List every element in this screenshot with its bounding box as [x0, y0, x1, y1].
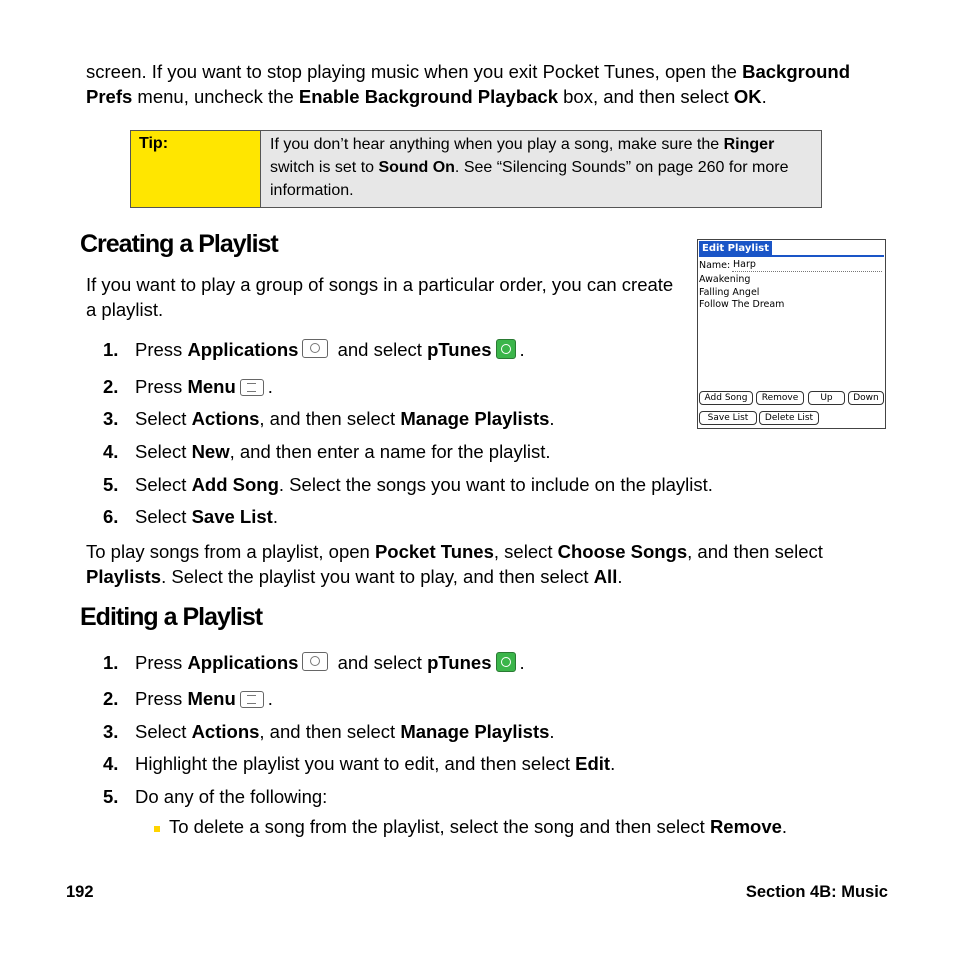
- outro-text: To play songs from a playlist, open: [86, 541, 375, 562]
- save-list-button[interactable]: Save List: [699, 411, 757, 425]
- step-number: 1.: [103, 652, 119, 673]
- outro-text: , and then select: [687, 541, 823, 562]
- step-text: and select: [332, 652, 428, 673]
- step-text: Press: [135, 376, 188, 397]
- menu-term: Menu: [187, 688, 236, 709]
- intro-text-2: menu, uncheck the: [132, 86, 299, 107]
- applications-key-icon: [302, 339, 328, 358]
- step-text: .: [519, 339, 525, 360]
- screenshot-title: Edit Playlist: [699, 241, 772, 256]
- step-number: 3.: [103, 721, 119, 742]
- step-number: 1.: [103, 339, 119, 360]
- all-term: All: [593, 566, 618, 587]
- step-text: .: [610, 753, 616, 774]
- new-term: New: [191, 441, 230, 462]
- step-text: Highlight the playlist you want to edit, and then select: [135, 753, 576, 774]
- ptunes-term: pTunes: [427, 652, 492, 673]
- sound-on-term: Sound On: [378, 159, 455, 176]
- up-button[interactable]: Up: [808, 391, 845, 405]
- ok-term: OK: [733, 86, 762, 107]
- ptunes-app-icon: [496, 652, 516, 672]
- applications-term: Applications: [187, 339, 299, 360]
- name-label: Name:: [699, 260, 731, 271]
- creating-playlist-heading: Creating a Playlist: [80, 230, 278, 258]
- bullet-text: To delete a song from the playlist, select the song and then select: [169, 816, 710, 837]
- step-number: 2.: [103, 688, 119, 709]
- edit-term: Edit: [575, 753, 611, 774]
- step-text: Press: [135, 652, 188, 673]
- title-rule: [699, 255, 884, 257]
- step-number: 5.: [103, 786, 119, 807]
- down-button[interactable]: Down: [848, 391, 884, 405]
- step-text: .: [519, 652, 525, 673]
- editing-step-5: [103, 784, 327, 809]
- name-field[interactable]: [732, 259, 882, 272]
- menu-key-icon: [240, 691, 264, 708]
- add-song-term: Add Song: [191, 474, 279, 495]
- outro-text: .: [617, 566, 623, 587]
- playlists-term: Playlists: [86, 566, 162, 587]
- add-song-button[interactable]: Add Song: [699, 391, 753, 405]
- intro-text-3: box, and then select: [557, 86, 734, 107]
- creating-step-1: [103, 337, 525, 362]
- enable-background-playback-term: Enable Background Playback: [298, 86, 558, 107]
- bullet-item: [169, 814, 787, 839]
- step-text: . Select the songs you want to include on the playlist.: [278, 474, 713, 495]
- editing-step-4: [103, 751, 615, 776]
- editing-step-2: [103, 686, 273, 711]
- creating-step-4: [103, 439, 550, 464]
- bullet-text: .: [781, 816, 788, 837]
- creating-step-5: [103, 472, 713, 497]
- editing-step-1: [103, 650, 525, 675]
- step-text: Press: [135, 339, 188, 360]
- delete-list-button[interactable]: Delete List: [759, 411, 819, 425]
- step-text: Select: [135, 721, 192, 742]
- step-text: , and then select: [259, 721, 401, 742]
- intro-text-1: screen. If you want to stop playing music when you exit Pocket Tunes, open the: [86, 61, 743, 82]
- creating-step-3: [103, 406, 555, 431]
- pocket-tunes-term: Pocket Tunes: [374, 541, 494, 562]
- step-text: , and then enter a name for the playlist.: [229, 441, 551, 462]
- tip-text-3: . See “Silencing Sounds” on page 260 for more information.: [270, 159, 789, 199]
- name-value: Harp: [733, 259, 756, 270]
- step-text: , and then select: [259, 408, 401, 429]
- tip-label: Tip:: [131, 131, 261, 207]
- list-item[interactable]: Follow The Dream: [699, 299, 785, 310]
- intro-paragraph: [86, 59, 896, 109]
- applications-term: Applications: [187, 652, 299, 673]
- list-item[interactable]: Awakening: [699, 274, 751, 285]
- step-text: Do any of the following:: [135, 786, 328, 807]
- menu-term: Menu: [187, 376, 236, 397]
- outro-text: . Select the playlist you want to play, and then select: [161, 566, 594, 587]
- step-text: Select: [135, 474, 192, 495]
- section-label: Section 4B: Music: [745, 883, 888, 901]
- step-text: Select: [135, 441, 192, 462]
- step-number: 6.: [103, 506, 119, 527]
- creating-intro: If you want to play a group of songs in a particular order, you can create a playlist.: [86, 274, 674, 320]
- step-number: 4.: [103, 441, 119, 462]
- choose-songs-term: Choose Songs: [557, 541, 688, 562]
- manage-playlists-term: Manage Playlists: [400, 721, 550, 742]
- step-text: .: [549, 408, 555, 429]
- manage-playlists-term: Manage Playlists: [400, 408, 550, 429]
- creating-step-2: [103, 374, 273, 399]
- step-number: 5.: [103, 474, 119, 495]
- tip-text-2: switch is set to: [270, 159, 379, 176]
- remove-term: Remove: [709, 816, 782, 837]
- step-text: .: [549, 721, 555, 742]
- remove-button[interactable]: Remove: [756, 391, 804, 405]
- step-text: Select: [135, 506, 192, 527]
- step-text: .: [272, 506, 278, 527]
- actions-term: Actions: [191, 721, 260, 742]
- list-item[interactable]: Falling Angel: [699, 286, 760, 298]
- creating-outro: [86, 539, 886, 589]
- save-list-term: Save List: [191, 506, 273, 527]
- step-text: Select: [135, 408, 192, 429]
- intro-text-4: .: [761, 86, 767, 107]
- ptunes-app-icon: [496, 339, 516, 359]
- creating-step-6: [103, 504, 278, 529]
- background-prefs-term: Background Prefs: [86, 61, 851, 107]
- step-number: 3.: [103, 408, 119, 429]
- step-text: Press: [135, 688, 188, 709]
- tip-box: [130, 130, 822, 208]
- menu-key-icon: [240, 379, 264, 396]
- step-text: and select: [332, 339, 428, 360]
- bullet-marker: [154, 826, 160, 832]
- editing-step-3: [103, 719, 555, 744]
- tip-content: [261, 131, 821, 207]
- step-text: .: [267, 376, 273, 397]
- applications-key-icon: [302, 652, 328, 671]
- step-number: 2.: [103, 376, 119, 397]
- outro-text: , select: [493, 541, 558, 562]
- actions-term: Actions: [191, 408, 260, 429]
- tip-text-1: If you don’t hear anything when you play a song, make sure the: [270, 136, 724, 153]
- edit-playlist-screenshot: [697, 239, 886, 429]
- editing-playlist-heading: Editing a Playlist: [80, 603, 263, 631]
- step-number: 4.: [103, 753, 119, 774]
- step-text: .: [267, 688, 273, 709]
- song-list: [699, 274, 784, 312]
- ringer-term: Ringer: [723, 136, 775, 153]
- page-number: 192: [66, 883, 94, 901]
- ptunes-term: pTunes: [427, 339, 492, 360]
